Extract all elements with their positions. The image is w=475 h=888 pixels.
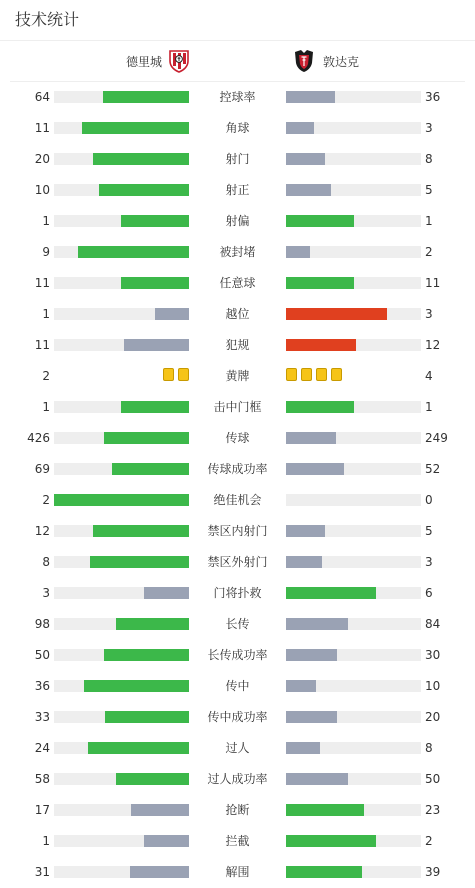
home-stat-bar-fill	[90, 556, 189, 568]
away-stat-bar-fill	[286, 680, 316, 692]
home-stat-value: 20	[34, 152, 50, 166]
stat-row	[0, 174, 475, 205]
home-stat-value: 11	[34, 276, 50, 290]
away-stat-value: 0	[425, 493, 433, 507]
away-stat-bar	[286, 432, 421, 444]
home-stat-bar-fill	[155, 308, 189, 320]
away-stat-bar-fill	[286, 122, 314, 134]
stat-label: 绝佳机会	[213, 493, 262, 507]
stat-label: 越位	[225, 307, 250, 321]
stat-label: 传中成功率	[207, 710, 268, 724]
home-stat-bar	[54, 680, 189, 692]
yellow-card-icon	[331, 368, 342, 381]
away-stat-value: 30	[425, 648, 441, 662]
home-stat-bar-fill	[84, 680, 189, 692]
stat-label: 犯规	[225, 338, 250, 352]
yellow-card-icon	[316, 368, 327, 381]
stat-row	[0, 639, 475, 670]
away-stat-value: 23	[425, 803, 441, 817]
away-stat-bar	[286, 804, 421, 816]
home-stat-bar-fill	[144, 587, 189, 599]
away-stat-value: 50	[425, 772, 441, 786]
away-stat-bar-fill	[286, 618, 348, 630]
stat-row	[0, 701, 475, 732]
stat-row	[0, 856, 475, 887]
away-stat-bar-fill	[286, 742, 320, 754]
home-stat-value: 11	[34, 121, 50, 135]
away-stat-bar-fill	[286, 556, 322, 568]
away-stat-value: 8	[425, 152, 433, 166]
away-team[interactable]	[293, 49, 359, 73]
stat-label: 传球	[225, 431, 250, 445]
home-stat-bar-fill	[88, 742, 189, 754]
stat-label: 禁区外射门	[207, 555, 268, 569]
home-stat-bar	[54, 618, 189, 630]
home-stat-bar-fill	[103, 91, 189, 103]
away-stat-bar-fill	[286, 91, 335, 103]
home-stat-value: 58	[34, 772, 50, 786]
home-stat-bar	[54, 804, 189, 816]
stat-label: 拦截	[225, 834, 250, 848]
stat-row	[0, 422, 475, 453]
stat-label: 过人	[225, 741, 250, 755]
page-title: 技术统计	[15, 10, 80, 29]
away-stat-value: 3	[425, 121, 433, 135]
home-stat-bar	[54, 401, 189, 413]
home-stat-value: 31	[34, 865, 50, 879]
home-stat-bar	[54, 494, 189, 506]
dundalk-crest-icon	[293, 49, 315, 73]
home-stat-bar-fill	[99, 184, 189, 196]
home-stat-value: 33	[34, 710, 50, 724]
stat-label: 抢断	[225, 803, 250, 817]
away-stat-bar-fill	[286, 711, 337, 723]
home-stat-value: 69	[34, 462, 50, 476]
away-stat-value: 2	[425, 245, 433, 259]
home-stat-value: 17	[34, 803, 50, 817]
home-stat-bar-fill	[131, 804, 189, 816]
home-stat-value: 11	[34, 338, 50, 352]
away-stat-bar	[286, 463, 421, 475]
home-stat-bar	[54, 773, 189, 785]
home-stat-bar-fill	[93, 525, 189, 537]
home-stat-bar-fill	[130, 866, 189, 878]
away-stat-value: 39	[425, 865, 441, 879]
stat-row	[0, 732, 475, 763]
home-stat-value: 1	[42, 834, 50, 848]
home-stat-value: 50	[34, 648, 50, 662]
home-stat-value: 3	[42, 586, 50, 600]
home-stat-bar-fill	[121, 277, 189, 289]
away-stat-bar-fill	[286, 339, 356, 351]
stat-row	[0, 112, 475, 143]
stat-label: 任意球	[219, 276, 256, 290]
stat-row	[0, 453, 475, 484]
home-stat-bar	[54, 711, 189, 723]
home-stat-value: 24	[34, 741, 50, 755]
stat-label: 长传成功率	[207, 648, 268, 662]
home-stat-bar	[54, 277, 189, 289]
stat-label: 长传	[225, 617, 250, 631]
home-stat-value: 1	[42, 307, 50, 321]
away-stat-bar	[286, 339, 421, 351]
stat-label: 过人成功率	[207, 772, 268, 786]
away-stat-value: 36	[425, 90, 441, 104]
away-stat-value: 1	[425, 214, 433, 228]
stat-row	[0, 298, 475, 329]
home-stat-bar-fill	[105, 711, 189, 723]
teams-header	[0, 41, 475, 81]
away-stat-bar-fill	[286, 401, 354, 413]
away-stat-bar	[286, 556, 421, 568]
home-stat-bar	[54, 742, 189, 754]
home-stat-value: 98	[34, 617, 50, 631]
home-stat-bar	[54, 91, 189, 103]
away-yellow-cards	[286, 368, 342, 382]
away-stat-bar	[286, 773, 421, 785]
home-stat-bar	[54, 246, 189, 258]
home-stat-bar-fill	[144, 835, 189, 847]
away-stat-bar	[286, 649, 421, 661]
home-stat-bar	[54, 525, 189, 537]
home-stat-bar	[54, 122, 189, 134]
home-stat-bar	[54, 649, 189, 661]
stat-label: 射正	[225, 183, 250, 197]
home-stat-value: 8	[42, 555, 50, 569]
away-stat-value: 5	[425, 524, 433, 538]
home-stat-bar	[54, 556, 189, 568]
away-stat-bar	[286, 711, 421, 723]
stat-row	[0, 484, 475, 515]
home-team-name: 德里城	[125, 54, 162, 69]
away-stat-value: 52	[425, 462, 441, 476]
stat-row	[0, 391, 475, 422]
away-stat-value: 11	[425, 276, 441, 290]
home-stat-bar-fill	[104, 649, 189, 661]
stat-row	[0, 577, 475, 608]
stat-row	[0, 763, 475, 794]
away-stat-bar-fill	[286, 184, 331, 196]
stat-label: 角球	[225, 121, 250, 135]
away-stat-bar-fill	[286, 525, 325, 537]
derry-city-crest-icon	[168, 49, 190, 73]
stat-row	[0, 81, 475, 112]
stat-label: 黄牌	[225, 369, 250, 383]
away-stat-bar-fill	[286, 277, 354, 289]
home-stat-value: 426	[27, 431, 50, 445]
stat-row	[0, 205, 475, 236]
home-stat-bar	[54, 184, 189, 196]
away-stat-value: 20	[425, 710, 441, 724]
stat-row	[0, 670, 475, 701]
away-team-name: 敦达克	[323, 54, 360, 69]
yellow-card-icon	[286, 368, 297, 381]
away-stat-bar	[286, 277, 421, 289]
home-stat-bar-fill	[112, 463, 189, 475]
home-stat-value: 9	[42, 245, 50, 259]
stat-row	[0, 236, 475, 267]
away-stat-bar-fill	[286, 153, 325, 165]
home-stat-value: 64	[34, 90, 50, 104]
stat-label: 击中门框	[213, 400, 262, 414]
away-stat-bar	[286, 401, 421, 413]
stat-label: 射偏	[225, 214, 250, 228]
home-stat-bar	[54, 866, 189, 878]
away-stat-bar	[286, 680, 421, 692]
away-stat-bar	[286, 866, 421, 878]
stat-label: 控球率	[219, 90, 256, 104]
away-stat-value: 3	[425, 555, 433, 569]
stat-row	[0, 329, 475, 360]
away-stat-value: 8	[425, 741, 433, 755]
yellow-card-icon	[301, 368, 312, 381]
away-stat-bar	[286, 184, 421, 196]
away-stat-value: 249	[425, 431, 448, 445]
home-stat-bar-fill	[54, 494, 189, 506]
away-stat-bar-fill	[286, 246, 310, 258]
stat-row	[0, 794, 475, 825]
home-stat-bar-fill	[124, 339, 189, 351]
home-stat-bar	[54, 339, 189, 351]
stat-label: 射门	[225, 152, 250, 166]
home-stat-bar-fill	[116, 773, 189, 785]
stat-row	[0, 608, 475, 639]
stat-row	[0, 267, 475, 298]
away-stat-value: 5	[425, 183, 433, 197]
away-stat-value: 4	[425, 369, 433, 383]
yellow-card-icon	[163, 368, 174, 381]
away-stat-bar	[286, 91, 421, 103]
home-stat-bar	[54, 587, 189, 599]
home-stat-bar	[54, 463, 189, 475]
away-stat-bar	[286, 246, 421, 258]
home-stat-bar	[54, 432, 189, 444]
away-stat-bar-fill	[286, 463, 344, 475]
away-stat-bar	[286, 122, 421, 134]
away-stat-bar-fill	[286, 308, 387, 320]
away-stat-bar-fill	[286, 804, 364, 816]
stat-label: 被封堵	[219, 245, 256, 259]
home-stat-bar	[54, 215, 189, 227]
home-stat-value: 1	[42, 400, 50, 414]
away-stat-bar	[286, 215, 421, 227]
home-yellow-cards	[163, 368, 189, 382]
away-stat-bar	[286, 153, 421, 165]
away-stat-bar-fill	[286, 587, 376, 599]
stat-row	[0, 546, 475, 577]
home-stat-bar-fill	[78, 246, 189, 258]
home-stat-value: 2	[42, 369, 50, 383]
home-stat-bar-fill	[121, 401, 189, 413]
away-stat-bar	[286, 835, 421, 847]
stat-label: 禁区内射门	[207, 524, 268, 538]
away-stat-bar-fill	[286, 835, 376, 847]
away-stat-value: 1	[425, 400, 433, 414]
yellow-card-icon	[178, 368, 189, 381]
away-stat-bar-fill	[286, 649, 337, 661]
stat-label: 传中	[225, 679, 250, 693]
away-stat-bar-fill	[286, 215, 354, 227]
stat-label: 门将扑救	[213, 586, 262, 600]
away-stat-value: 6	[425, 586, 433, 600]
home-stat-value: 1	[42, 214, 50, 228]
home-stat-value: 10	[34, 183, 50, 197]
away-stat-bar	[286, 308, 421, 320]
home-stat-bar-fill	[82, 122, 189, 134]
away-stat-bar	[286, 742, 421, 754]
away-stat-value: 12	[425, 338, 441, 352]
home-stat-bar	[54, 153, 189, 165]
away-stat-bar	[286, 525, 421, 537]
away-stat-bar-fill	[286, 866, 362, 878]
stat-label: 传球成功率	[207, 462, 268, 476]
stat-row	[0, 360, 475, 391]
stat-row	[0, 515, 475, 546]
stat-row	[0, 825, 475, 856]
home-stat-bar-fill	[121, 215, 189, 227]
stat-label: 解围	[225, 865, 250, 879]
away-stat-value: 10	[425, 679, 441, 693]
away-stat-bar	[286, 587, 421, 599]
stat-row	[0, 143, 475, 174]
away-stat-value: 2	[425, 834, 433, 848]
home-team[interactable]	[126, 49, 190, 73]
home-stat-bar-fill	[93, 153, 189, 165]
home-stat-bar-fill	[116, 618, 189, 630]
home-stat-value: 12	[34, 524, 50, 538]
home-stat-bar	[54, 835, 189, 847]
away-stat-bar-fill	[286, 432, 336, 444]
away-stat-value: 84	[425, 617, 441, 631]
away-stat-value: 3	[425, 307, 433, 321]
home-stat-value: 2	[42, 493, 50, 507]
away-stat-bar	[286, 494, 421, 506]
home-stat-bar	[54, 308, 189, 320]
home-stat-bar-fill	[104, 432, 189, 444]
home-stat-value: 36	[34, 679, 50, 693]
away-stat-bar	[286, 618, 421, 630]
away-stat-bar-fill	[286, 773, 348, 785]
